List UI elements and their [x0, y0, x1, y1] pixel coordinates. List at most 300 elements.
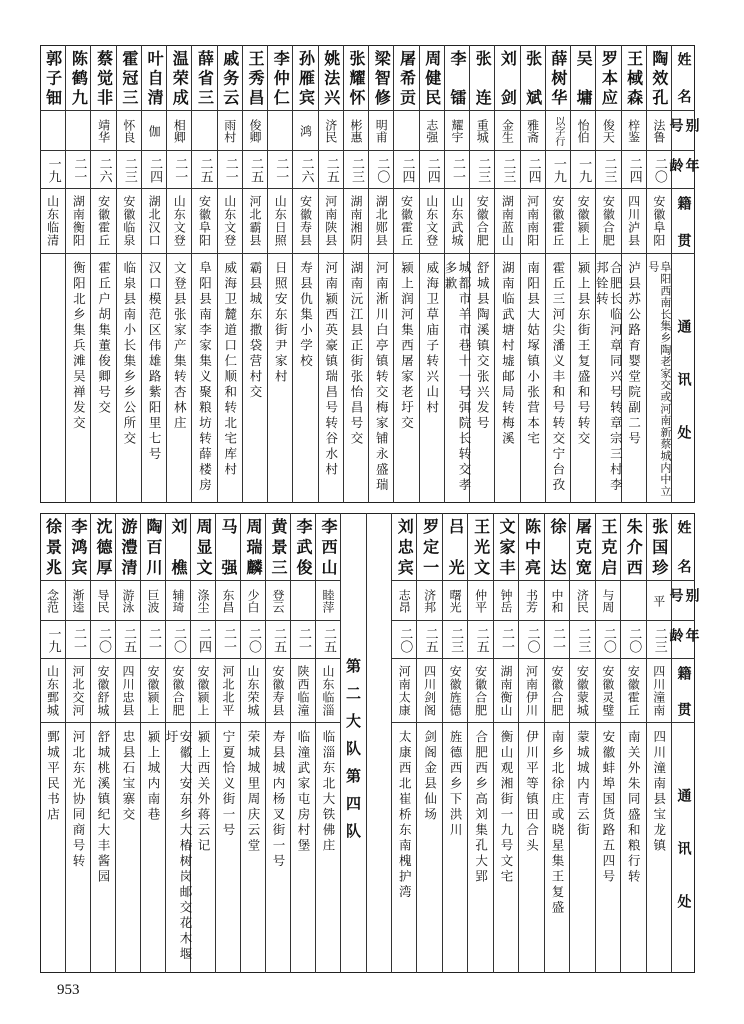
top-row [116, 45, 141, 503]
person-name: 王克启 [598, 518, 618, 575]
mailing-address: 衡山观湘街一九号文宅 [499, 730, 515, 885]
bottom-left-row [90, 513, 115, 973]
mailing-address: 寿县仇集小学校 [298, 261, 314, 370]
top-row-name-cell [647, 45, 671, 110]
mailing-address: 文登县张家产集转杏林庄 [172, 261, 188, 432]
bottom-right-row-address-cell [417, 722, 441, 973]
top-row [520, 45, 545, 503]
age-text: 二〇 [96, 626, 111, 653]
top-row-age-cell [167, 150, 191, 188]
mailing-address: 舒城县陶溪镇交张兴发号 [475, 261, 491, 432]
top-row-address-cell [319, 253, 343, 503]
bottom-right-row-alias-cell [468, 580, 492, 620]
top-row-address-cell [66, 253, 90, 503]
bottom-left-row-native-cell [191, 658, 215, 722]
blank-column [366, 513, 391, 973]
bottom-header-column-native-cell [672, 658, 695, 722]
top-row [217, 45, 242, 503]
top-row-native-cell [394, 188, 418, 253]
bottom-left-row-address-cell [216, 722, 240, 973]
header-name: 姓名 [675, 520, 692, 573]
bottom-left-row-address-cell [266, 722, 290, 973]
bottom-right-row-age-cell [596, 620, 620, 658]
native-place: 湖南蓝山 [500, 195, 515, 247]
alias-text: 游泳 [121, 588, 135, 613]
bottom-right-row [620, 513, 645, 973]
top-row-native-cell [470, 188, 494, 253]
header-alias: 别号 [667, 117, 700, 132]
bottom-right-row-address-cell [494, 722, 518, 973]
age-text: 二三 [448, 626, 464, 653]
bottom-right-row-address-cell [468, 722, 492, 973]
top-row-address-cell [521, 253, 545, 503]
person-name: 周瑞麟 [244, 518, 263, 575]
native-place: 湖南湘阴 [348, 195, 363, 247]
alias-text: 钟岳 [499, 588, 514, 613]
top-row-age-cell [218, 150, 242, 188]
bottom-right-row-native-cell [519, 658, 543, 722]
top-row-alias-cell [420, 110, 444, 150]
age-text: 二四 [424, 156, 440, 183]
mailing-address: 威海卫草庙子转兴山村 [424, 261, 440, 416]
top-row-age-cell [268, 150, 292, 188]
age-text: 二五 [473, 626, 489, 653]
native-place: 安徽霍丘 [96, 195, 111, 247]
person-name: 刘樵 [169, 518, 188, 575]
alias-text: 念范 [45, 588, 60, 613]
person-name: 霍冠三 [119, 50, 139, 105]
bottom-left-row-alias-cell [66, 580, 90, 620]
top-row-alias-cell [243, 110, 267, 150]
bottom-right-row-name-cell [570, 513, 594, 580]
mailing-address: 临潼武家屯房村堡 [296, 730, 311, 854]
bottom-right-row-name-cell [417, 513, 441, 580]
person-name: 李仲仁 [271, 50, 291, 105]
top-row-alias-cell [218, 110, 242, 150]
top-row-address-cell [546, 253, 570, 503]
mailing-address: 临泉县南小长集乡乡公所交 [121, 261, 137, 447]
top-row-alias-cell [622, 110, 646, 150]
bottom-right-row-age-cell [417, 620, 441, 658]
mailing-address: 湖南沅江县正街张怡昌号交 [348, 261, 364, 447]
top-row [419, 45, 444, 503]
top-row-address-cell [470, 253, 494, 503]
mailing-address: 合肥西乡高刘集孔大郢 [473, 730, 489, 885]
top-row-name-cell [521, 45, 545, 110]
age-text: 二〇 [651, 156, 667, 183]
top-row-name-cell [445, 45, 469, 110]
alias-text: 书芳 [524, 588, 539, 613]
mailing-address: 忠县石宝寨交 [121, 730, 136, 823]
person-name: 徐景兆 [43, 518, 63, 575]
native-place: 四川潼南 [651, 664, 666, 717]
person-name: 张国珍 [649, 518, 669, 575]
alias-text: 梓鉴 [626, 118, 641, 143]
person-name: 王秀昌 [246, 50, 266, 105]
top-row-native-cell [369, 188, 393, 253]
top-row-address-cell [243, 253, 267, 503]
top-row-name-cell [40, 45, 65, 110]
bottom-left-row-name-cell [291, 513, 315, 580]
top-row-address-cell [117, 253, 141, 503]
age-text: 二三 [575, 626, 591, 653]
mailing-address: 阜阳县南李家集义聚粮坊转薛楼房 [197, 261, 213, 494]
bottom-left-row-age-cell [216, 620, 240, 658]
alias-text: 曙光 [448, 588, 463, 613]
mailing-address: 颍上城内南巷 [146, 730, 161, 823]
native-place: 安徽合肥 [473, 664, 488, 717]
header-native: 籍贯 [675, 195, 692, 247]
alias-text: 中和 [549, 588, 564, 613]
bottom-right-row-age-cell [392, 620, 416, 658]
mailing-address: 颍上润河集西屠家老圩交 [399, 261, 415, 432]
top-row-native-cell [243, 188, 267, 253]
person-name: 叶自清 [145, 50, 165, 105]
top-row-name-cell [546, 45, 570, 110]
native-place: 安徽寿县 [271, 664, 285, 717]
top-row-alias-cell [596, 110, 620, 150]
bottom-left-row-address-cell [40, 722, 65, 973]
top-row-name-cell [394, 45, 418, 110]
bottom-right-row-native-cell [468, 658, 492, 722]
age-text: 二五 [422, 626, 438, 653]
top-row-alias-cell [268, 110, 292, 150]
bottom-left-row-age-cell [66, 620, 90, 658]
bottom-left-row-name-cell [166, 513, 190, 580]
top-header-column-native-cell [672, 188, 695, 253]
bottom-right-row [467, 513, 492, 973]
age-text: 二〇 [246, 626, 261, 653]
mailing-address: 南阳县大姑塚镇小张营本宅 [525, 261, 541, 447]
top-row [368, 45, 393, 503]
page-number: 953 [57, 982, 80, 998]
header-alias: 别号 [667, 587, 700, 602]
top-row-age-cell [596, 150, 620, 188]
top-row-name-cell [243, 45, 267, 110]
mailing-address: 南乡北徐庄或晓星集王复盛 [549, 730, 565, 916]
bottom-right-row-alias-cell [392, 580, 416, 620]
bottom-header-column-name-cell [672, 513, 695, 580]
bottom-left-row-alias-cell [316, 580, 340, 620]
alias-text: 以字行 [552, 115, 564, 146]
age-text: 二一 [499, 626, 515, 653]
bottom-left-row-age-cell [241, 620, 265, 658]
native-place: 安徽合肥 [475, 195, 490, 247]
alias-text: 靖华 [96, 118, 111, 143]
top-row-age-cell [394, 150, 418, 188]
mailing-address: 荣城城里周庆云堂 [246, 730, 261, 854]
bottom-left-row-address-cell [66, 722, 90, 973]
person-name: 张斌 [523, 50, 543, 105]
native-place: 湖南衡山 [499, 664, 514, 717]
mailing-address: 临淄东北大铁佛庄 [321, 730, 336, 854]
alias-text: 济民 [323, 118, 338, 143]
alias-text: 登云 [271, 588, 285, 613]
person-name: 陶效孔 [649, 50, 669, 105]
age-text: 二五 [321, 626, 336, 653]
alias-text: 雨村 [222, 118, 237, 143]
age-text: 二三 [475, 156, 491, 183]
top-header-column-alias-cell [667, 110, 700, 150]
top-row-age-cell [319, 150, 343, 188]
person-name: 周健民 [422, 50, 442, 105]
bottom-right-row-alias-cell [417, 580, 441, 620]
alias-text: 济民 [575, 588, 590, 613]
native-place: 安徽舒城 [96, 664, 110, 717]
age-text: 二一 [146, 626, 161, 653]
header-age: 年龄 [667, 627, 700, 642]
top-row-native-cell [167, 188, 191, 253]
bottom-right-row [544, 513, 569, 973]
alias-text: 少白 [246, 588, 260, 613]
native-place: 四川忠县 [121, 664, 135, 717]
person-name: 郭子钿 [43, 50, 63, 105]
top-row [267, 45, 292, 503]
alias-text: 东昌 [221, 588, 235, 613]
bottom-right-row [595, 513, 620, 973]
age-text: 二〇 [600, 626, 616, 653]
header-age: 年龄 [667, 157, 700, 172]
mailing-address: 寿县城内杨叉街一号 [271, 730, 286, 870]
bottom-right-row-address-cell [621, 722, 645, 973]
age-text: 一九 [576, 156, 592, 183]
native-place: 山东鄄城 [45, 664, 60, 717]
mailing-address: 舒城桃溪镇纪大丰酱园 [96, 730, 111, 885]
top-row-native-cell [66, 188, 90, 253]
top-row-alias-cell [394, 110, 418, 150]
bottom-left-row-native-cell [316, 658, 340, 722]
top-row [621, 45, 646, 503]
alias-text: 明甫 [374, 118, 389, 143]
bottom-left-row [190, 513, 215, 973]
bottom-left-row-age-cell [116, 620, 140, 658]
alias-text: 济邦 [422, 588, 437, 613]
age-text: 二〇 [374, 156, 390, 183]
age-text: 二一 [296, 626, 311, 653]
top-row-address-cell [91, 253, 115, 503]
mailing-address: 伊川平等镇田合头 [524, 730, 540, 854]
bottom-header-column-alias-cell [667, 580, 700, 620]
mailing-address: 泸县苏公路育婴堂院副二号 [626, 261, 642, 447]
alias-text: 睦萍 [321, 588, 335, 613]
top-row-age-cell [622, 150, 646, 188]
mailing-address: 合肥长临河章同兴号转章宗三村李邦铨转 [594, 261, 624, 494]
alias-text: 志昂 [397, 588, 412, 613]
person-name: 张连 [473, 50, 493, 105]
top-row-address-cell [293, 253, 317, 503]
top-row-address-cell [495, 253, 519, 503]
alias-text: 志强 [424, 118, 439, 143]
bottom-left-row-name-cell [66, 513, 90, 580]
mailing-address: 旌德西乡下洪川 [448, 730, 464, 839]
bottom-left-row-native-cell [91, 658, 115, 722]
mailing-address: 河南颍西英豪镇瑞昌号转谷水村 [323, 261, 339, 478]
native-place: 安徽临泉 [121, 195, 136, 247]
native-place: 山东临淄 [321, 664, 335, 717]
bottom-left-row [40, 513, 65, 973]
person-name: 马强 [219, 518, 238, 575]
bottom-right-row-alias-cell [519, 580, 543, 620]
bottom-left-row-name-cell [116, 513, 140, 580]
age-text: 二一 [449, 156, 465, 183]
top-row-alias-cell [521, 110, 545, 150]
bottom-left-row-native-cell [116, 658, 140, 722]
person-name: 吕光 [446, 518, 466, 575]
top-row-address-cell [344, 253, 368, 503]
age-text: 二一 [221, 626, 236, 653]
mailing-address: 颍上西关外蒋云记 [196, 730, 211, 854]
top-row-address-cell [40, 253, 65, 503]
top-row-age-cell [546, 150, 570, 188]
mailing-address: 河南淅川白亭镇转交梅家铺永盛瑞 [374, 261, 390, 494]
bottom-right-row-address-cell [392, 722, 416, 973]
mailing-address: 鄄城平民书店 [45, 730, 61, 823]
person-name: 姚法兴 [321, 50, 341, 105]
bottom-right-row-address-cell [519, 722, 543, 973]
top-row-name-cell [293, 45, 317, 110]
top-row-name-cell [495, 45, 519, 110]
bottom-header-column-age-cell [667, 620, 700, 658]
native-place: 山东临清 [45, 195, 60, 247]
bottom-left-row-name-cell [241, 513, 265, 580]
bottom-left-row-address-cell [191, 722, 215, 973]
top-row-native-cell [192, 188, 216, 253]
person-name: 蔡觉非 [94, 50, 114, 105]
top-row-name-cell [470, 45, 494, 110]
mailing-address: 蒙城城内青云街 [575, 730, 591, 839]
bottom-right-row-name-cell [647, 513, 671, 580]
bottom-right-row [569, 513, 594, 973]
mailing-address: 霍丘三河尖潘义丰和号转交宁台孜 [550, 261, 566, 494]
bottom-left-row-alias-cell [191, 580, 215, 620]
top-row-native-cell [420, 188, 444, 253]
top-row-name-cell [344, 45, 368, 110]
top-row-native-cell [521, 188, 545, 253]
native-place: 河南太康 [397, 664, 412, 717]
top-row-name-cell [571, 45, 595, 110]
bottom-left-row-name-cell [191, 513, 215, 580]
bottom-left-row-alias-cell [266, 580, 290, 620]
bottom-right-row-address-cell [596, 722, 620, 973]
age-text: 二一 [549, 626, 565, 653]
top-row [40, 45, 65, 503]
mailing-address: 太康西北崔桥东南槐护湾 [397, 730, 413, 901]
mailing-address: 汉口模范区伟雄路紫阳里七号 [147, 261, 163, 463]
native-place: 山东荣城 [246, 664, 260, 717]
bottom-left-row-address-cell [116, 722, 140, 973]
age-text: 二四 [525, 156, 541, 183]
bottom-left-row-name-cell [40, 513, 65, 580]
native-place: 湖南衡阳 [71, 195, 86, 247]
alias-text: 耀宇 [449, 118, 464, 143]
top-row-address-cell [571, 253, 595, 503]
top-row-native-cell [268, 188, 292, 253]
top-row-alias-cell [470, 110, 494, 150]
top-row-alias-cell [192, 110, 216, 150]
bottom-right-row-alias-cell [647, 580, 671, 620]
age-text: 二〇 [626, 626, 642, 653]
bottom-right-row [416, 513, 441, 973]
bottom-right-row-age-cell [621, 620, 645, 658]
top-row-age-cell [192, 150, 216, 188]
bottom-right-row-alias-cell [443, 580, 467, 620]
bottom-right-row-address-cell [545, 722, 569, 973]
age-text: 二五 [121, 626, 136, 653]
top-row-address-cell [218, 253, 242, 503]
mailing-address: 安徽大安东乡大椿树岗邮交花木堰圩 [164, 730, 193, 963]
native-place: 安徽霍丘 [399, 195, 414, 247]
age-text: 二三 [601, 156, 617, 183]
bottom-left-row-address-cell [241, 722, 265, 973]
mailing-address: 日照安东街尹家村 [273, 261, 289, 385]
top-row-name-cell [319, 45, 343, 110]
alias-text: 怀良 [121, 118, 136, 143]
bottom-left-row-age-cell [291, 620, 315, 658]
bottom-right-row-age-cell [443, 620, 467, 658]
bottom-left-row-address-cell [141, 722, 165, 973]
bottom-right-row-name-cell [596, 513, 620, 580]
top-row-alias-cell [167, 110, 191, 150]
top-row-name-cell [268, 45, 292, 110]
age-text: 二三 [500, 156, 516, 183]
mailing-address: 城都市羊市巷十一号弭院长转交孝多歉 [442, 261, 472, 494]
top-row-alias-cell [142, 110, 166, 150]
bottom-right-row-native-cell [647, 658, 671, 722]
bottom-right-row-name-cell [443, 513, 467, 580]
native-place: 河北霸县 [248, 195, 263, 247]
top-row-age-cell [142, 150, 166, 188]
native-place: 河南南阳 [525, 195, 540, 247]
person-name: 王光文 [471, 518, 491, 575]
top-row-age-cell [445, 150, 469, 188]
bottom-left-row-alias-cell [141, 580, 165, 620]
person-name: 屠希贡 [397, 50, 417, 105]
person-name: 王棫森 [624, 50, 644, 105]
mailing-address: 霸县城东撒袋营村交 [248, 261, 264, 401]
bottom-right-row-native-cell [596, 658, 620, 722]
top-row-name-cell [66, 45, 90, 110]
bottom-left-row [115, 513, 140, 973]
alias-text: 涤尘 [196, 588, 210, 613]
age-text: 二一 [71, 626, 86, 653]
bottom-right-row [518, 513, 543, 973]
top-row-address-cell [647, 253, 671, 503]
person-name: 黄景三 [269, 518, 288, 575]
alias-text: 辅琦 [171, 588, 185, 613]
person-name: 游澧清 [119, 518, 138, 575]
bottom-left-row-alias-cell [291, 580, 315, 620]
bottom-right-row-address-cell [443, 722, 467, 973]
top-row-name-cell [192, 45, 216, 110]
bottom-left-row-alias-cell [91, 580, 115, 620]
alias-text: 法鲁 [651, 118, 666, 143]
top-row-alias-cell [40, 110, 65, 150]
top-row-name-cell [596, 45, 620, 110]
header-native: 籍贯 [675, 665, 692, 716]
age-text: 二四 [399, 156, 415, 183]
person-name: 周显文 [194, 518, 213, 575]
top-row-native-cell [142, 188, 166, 253]
native-place: 安徽颍上 [146, 664, 160, 717]
top-row-alias-cell [91, 110, 115, 150]
bottom-right-row-alias-cell [494, 580, 518, 620]
bottom-right-row-age-cell [519, 620, 543, 658]
top-row-native-cell [218, 188, 242, 253]
bottom-right-row-native-cell [417, 658, 441, 722]
alias-text: 雅斋 [525, 118, 540, 143]
top-row-age-cell [495, 150, 519, 188]
bottom-left-row-name-cell [216, 513, 240, 580]
